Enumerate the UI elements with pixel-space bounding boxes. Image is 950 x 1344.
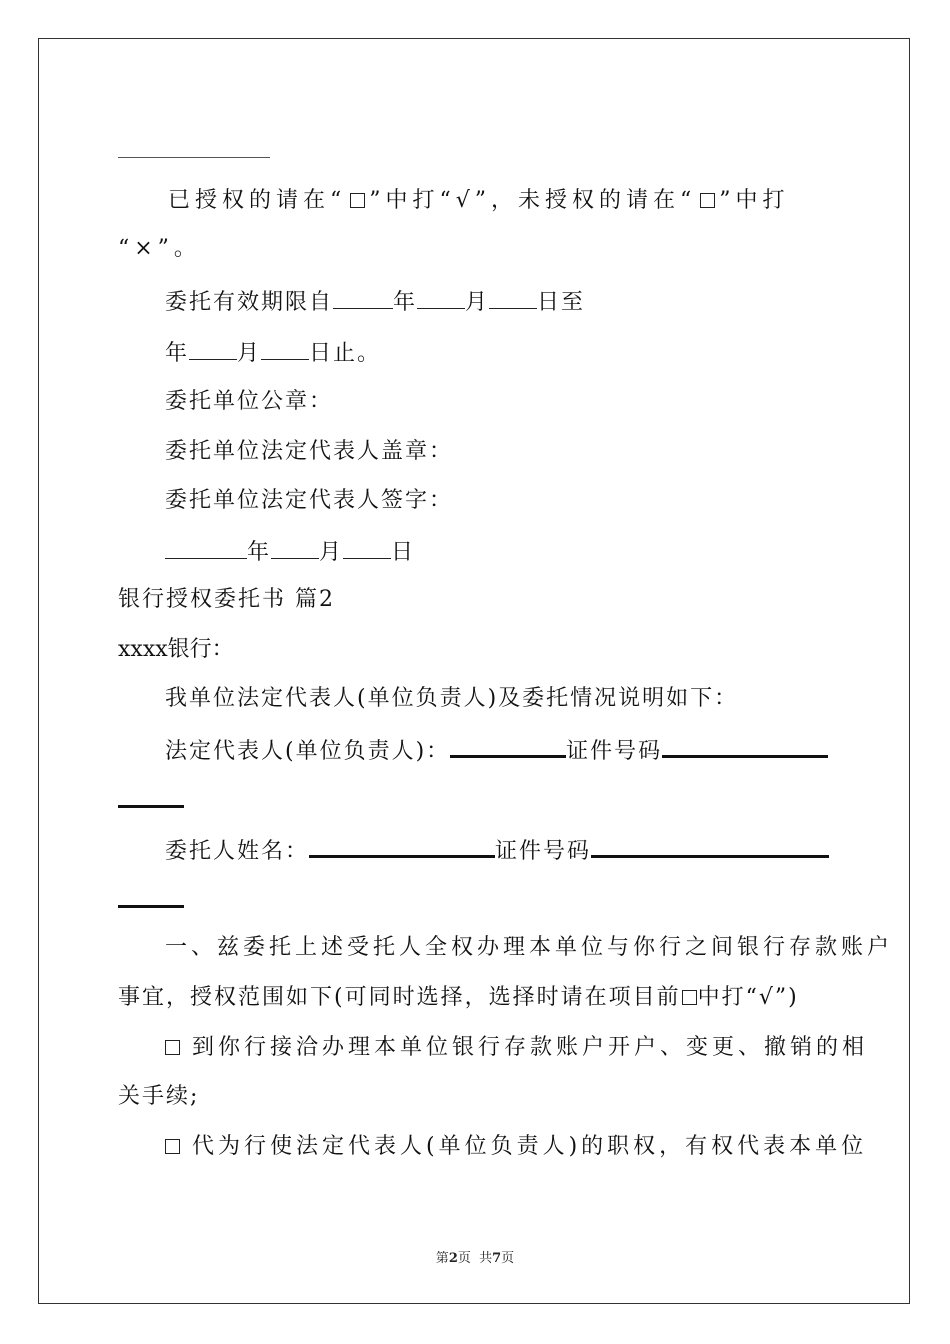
text-segment: 委托人姓名： (165, 839, 310, 864)
blank-underline (489, 286, 537, 309)
company-seal-label (165, 387, 333, 417)
text-segment: 已授权的请在“ (168, 188, 347, 213)
blank-underline (261, 337, 309, 360)
trustee-id-line (165, 833, 829, 867)
text-segment: 日 (391, 540, 416, 565)
text-segment: 证件号码 (495, 839, 592, 864)
text-segment: 关手续; (118, 1084, 200, 1109)
blank-underline (118, 783, 184, 808)
text-segment: ”中打“√”，未授权的请在“ (369, 188, 697, 213)
footer-text: 页 (501, 1251, 515, 1266)
text-segment: “×”。 (118, 236, 201, 261)
footer-text: 页 共 (457, 1251, 493, 1266)
text-segment: 年 (165, 341, 190, 366)
text-segment: 委托单位法定代表人签字： (165, 488, 454, 513)
validity-period-line2 (165, 337, 381, 369)
text-segment: 事宜，授权范围如下(可同时选择，选择时请在项目前 (118, 985, 681, 1010)
text-segment: 月 (465, 290, 490, 315)
footer-text: 第 (435, 1251, 449, 1266)
text-segment: 日至 (537, 290, 586, 315)
blank-underline (417, 286, 465, 309)
text-segment: 一、兹委托上述受托人全权办理本单位与你行之间银行存款账户 (165, 935, 894, 960)
text-segment: 委托单位公章： (165, 389, 334, 414)
text-segment: 年 (247, 540, 272, 565)
text-segment: 中打“√”) (697, 985, 799, 1010)
legal-rep-seal-label (165, 437, 453, 467)
current-page-number: 2 (448, 1251, 458, 1266)
checkbox-icon (350, 193, 365, 208)
authorization-instruction-line2 (118, 234, 201, 264)
blank-underline (118, 883, 184, 908)
text-segment: 我单位法定代表人(单位负责人)及委托情况说明如下： (165, 686, 739, 711)
clause-one-line2 (118, 983, 799, 1013)
blank-underline (271, 536, 319, 559)
checkbox-icon (700, 193, 715, 208)
addressee (118, 635, 234, 665)
blank-underline (450, 733, 566, 758)
option-account-handling-continuation (118, 1082, 199, 1112)
authorization-instruction-line1 (168, 186, 790, 216)
text-segment: 委托单位法定代表人盖章： (165, 439, 454, 464)
date-line (165, 536, 415, 568)
top-rule (118, 157, 270, 158)
legal-rep-id-continuation (118, 783, 184, 817)
option-account-handling (165, 1033, 868, 1063)
blank-underline (165, 536, 247, 559)
blank-underline (343, 536, 391, 559)
text-segment: 月 (237, 341, 262, 366)
text-segment: 法定代表人(单位负责人)： (165, 739, 451, 764)
option-checkbox[interactable] (165, 1139, 180, 1154)
text-segment: 代为行使法定代表人(单位负责人)的职权，有权代表本单位 (192, 1134, 868, 1159)
intro-paragraph (165, 684, 738, 714)
blank-underline (189, 337, 237, 360)
section-heading (118, 585, 335, 615)
text-segment: 日止。 (309, 341, 382, 366)
clause-one-line1 (165, 933, 893, 963)
text-segment: 月 (319, 540, 344, 565)
trustee-id-continuation (118, 883, 184, 917)
text-segment: 银行授权委托书 篇2 (118, 587, 335, 612)
checkbox-icon (682, 990, 697, 1005)
text-segment: 委托有效期限自 (165, 290, 334, 315)
page-border (38, 38, 910, 1304)
text-segment: 到你行接洽办理本单位银行存款账户开户、变更、撤销的相 (192, 1035, 869, 1060)
option-checkbox[interactable] (165, 1040, 180, 1055)
text-segment: 证件号码 (566, 739, 663, 764)
page-footer (0, 1247, 950, 1266)
validity-period-line1 (165, 286, 585, 318)
text-segment: 年 (393, 290, 418, 315)
total-page-number: 7 (492, 1251, 502, 1266)
blank-underline (591, 833, 829, 858)
text-segment: ”中打 (719, 188, 790, 213)
legal-rep-signature-label (165, 486, 453, 516)
blank-underline (309, 833, 495, 858)
blank-underline (333, 286, 393, 309)
legal-rep-id-line (165, 733, 828, 767)
option-legal-rep-powers (165, 1132, 867, 1162)
blank-underline (662, 733, 828, 758)
text-segment: xxxx银行： (118, 637, 234, 662)
